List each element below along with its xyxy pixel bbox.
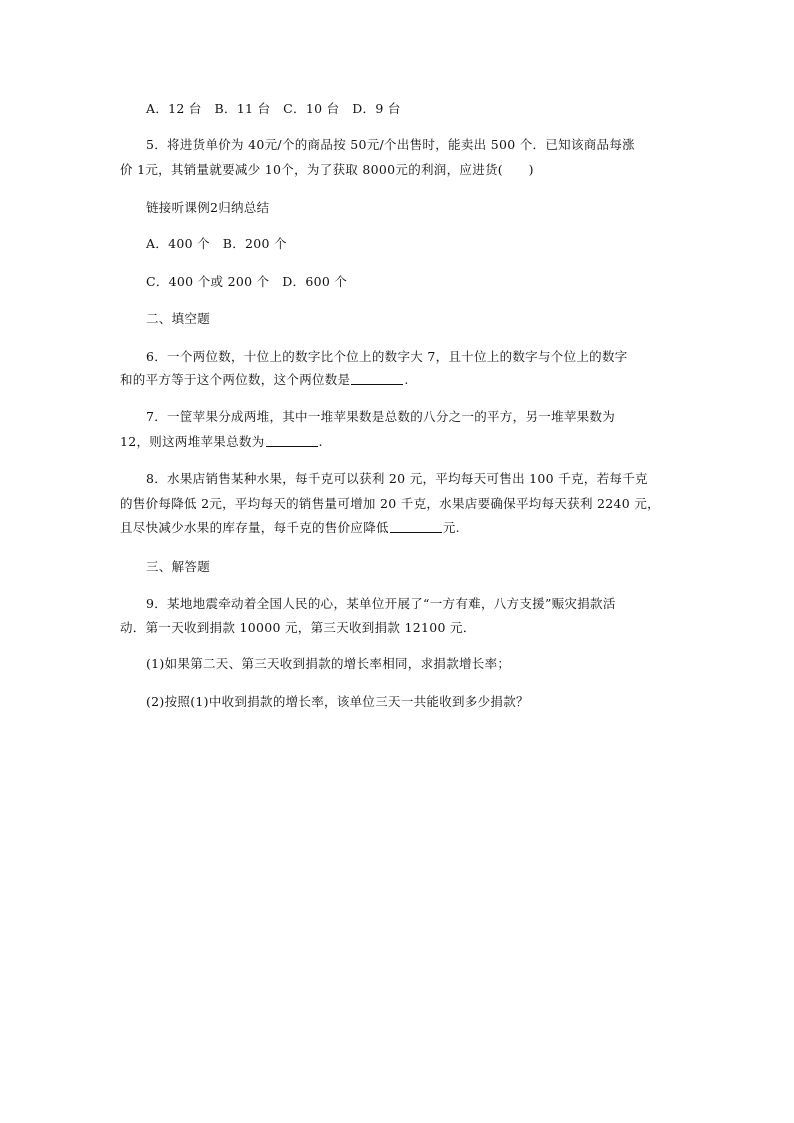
q5-line1: 5．将进货单价为 40元/个的商品按 50元/个出售时，能卖出 500 个．已知该商品每涨 xyxy=(146,137,635,152)
q8-line3-text: 且尽快减少水果的库存量，每千克的售价应降低 xyxy=(120,520,389,535)
q5-link-note: 链接听课例2归纳总结 xyxy=(146,200,270,215)
q7-answer-blank xyxy=(266,434,318,447)
q6-line2 xyxy=(120,372,409,388)
section-fill-in-heading: 二、填空题 xyxy=(146,311,211,326)
q4-options: A．12 台 B．11 台 C．10 台 D．9 台 xyxy=(146,101,401,116)
q9-line2: 动．第一天收到捐款 10000 元，第三天收到捐款 12100 元． xyxy=(120,620,476,635)
q8-line3-end: 元. xyxy=(442,520,460,535)
q9-line1: 9．某地地震牵动着全国人民的心，某单位开展了“一方有难，八方支援”赈灾捐款活 xyxy=(146,596,616,611)
q6-answer-blank xyxy=(351,372,403,385)
q7-line2 xyxy=(120,434,323,450)
q5-options-cd: C．400 个或 200 个 D．600 个 xyxy=(146,274,348,289)
q8-line2: 的售价每降低 2元，平均每天的销售量可增加 20 千克，水果店要确保平均每天获利 2240 元， xyxy=(120,496,660,511)
q9-part1: (1)如果第二天、第三天收到捐款的增长率相同，求捐款增长率； xyxy=(146,656,511,671)
q5-line2: 价 1元，其销量就要减少 10个，为了获取 8000元的利润，应进货( ) xyxy=(120,162,534,177)
section-answer-heading: 三、解答题 xyxy=(146,559,211,574)
q8-answer-blank xyxy=(390,520,442,533)
q7-line1: 7．一筐苹果分成两堆，其中一堆苹果数是总数的八分之一的平方，另一堆苹果数为 xyxy=(146,409,616,424)
q8-line3 xyxy=(120,520,460,536)
q7-line2-end: . xyxy=(318,434,323,449)
q6-line1: 6．一个两位数，十位上的数字比个位上的数字大 7，且十位上的数字与个位上的数字 xyxy=(146,349,628,364)
q8-line1: 8．水果店销售某种水果，每千克可以获利 20 元，平均每天可售出 100 千克，若每千克 xyxy=(146,471,648,486)
q6-line2-end: . xyxy=(404,372,409,387)
q7-line2-text: 12，则这两堆苹果总数为 xyxy=(120,434,265,449)
q9-part2: (2)按照(1)中收到捐款的增长率，该单位三天一共能收到多少捐款？ xyxy=(146,694,529,709)
q6-line2-text: 和的平方等于这个两位数，这个两位数是 xyxy=(120,372,351,387)
q5-options-ab: A．400 个 B．200 个 xyxy=(146,236,287,251)
